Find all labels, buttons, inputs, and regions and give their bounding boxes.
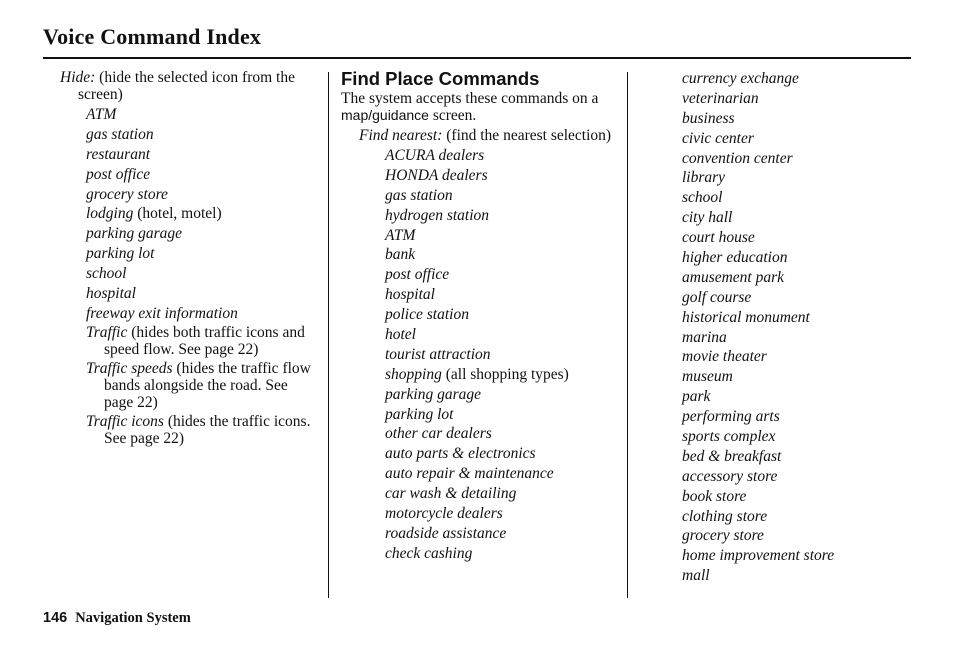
list-item — [86, 224, 318, 244]
command-description: (hides both traffic icons and speed flow. See page 22) — [104, 323, 305, 358]
column-hide-commands — [60, 69, 318, 449]
traffic-command-notes — [60, 324, 318, 447]
list-item — [385, 285, 619, 305]
command-term: hotel — [385, 326, 416, 344]
command-term: check cashing — [385, 544, 473, 562]
list-item — [682, 566, 922, 586]
list-item — [385, 146, 619, 166]
command-term: performing arts — [682, 408, 780, 426]
command-term: parking lot — [385, 405, 454, 423]
command-term: ATM — [86, 106, 117, 123]
command-term: auto repair & maintenance — [385, 465, 554, 483]
command-term: school — [682, 189, 723, 207]
hide-command-term: Hide: — [60, 69, 96, 86]
list-item — [86, 125, 318, 145]
column-find-place-commands — [341, 69, 619, 564]
list-item — [682, 328, 922, 348]
command-note: (all shopping types) — [441, 365, 569, 383]
command-term: parking lot — [86, 245, 155, 263]
command-term: city hall — [682, 209, 733, 227]
command-term: roadside assistance — [385, 524, 507, 542]
footer-section-name: Navigation System — [75, 610, 191, 626]
list-item — [682, 208, 922, 228]
command-term: ATM — [385, 226, 416, 244]
command-term: restaurant — [86, 145, 151, 163]
list-item — [385, 226, 619, 246]
list-item — [682, 288, 922, 308]
traffic-command-entry — [86, 360, 318, 411]
command-term: parking garage — [86, 225, 183, 243]
list-item — [682, 407, 922, 427]
section-heading: Find Place Commands — [341, 68, 540, 89]
command-term: lodging — [86, 205, 134, 223]
title-rule — [43, 57, 911, 59]
list-item — [385, 166, 619, 186]
command-term: motorcycle dealers — [385, 505, 503, 523]
column-find-place-continued — [682, 69, 922, 586]
find-nearest-entry — [359, 127, 619, 144]
command-term: bed & breakfast — [682, 447, 782, 465]
list-item — [385, 186, 619, 206]
command-term: museum — [682, 368, 733, 386]
command-term: mall — [682, 567, 710, 585]
command-term: car wash & detailing — [385, 485, 517, 503]
page-title: Voice Command Index — [43, 24, 262, 49]
list-item — [86, 165, 318, 185]
command-note: (hotel, motel) — [133, 205, 222, 223]
command-term: other car dealers — [385, 425, 492, 443]
intro-text-end: screen. — [428, 107, 477, 124]
command-term: school — [86, 265, 127, 283]
list-item — [682, 487, 922, 507]
command-term: veterinarian — [682, 89, 759, 107]
command-term: sports complex — [682, 428, 776, 446]
traffic-command-entry — [86, 324, 318, 358]
list-item — [86, 204, 318, 224]
command-term: freeway exit information — [86, 304, 238, 322]
command-term: golf course — [682, 288, 752, 306]
list-item — [682, 526, 922, 546]
list-item — [682, 69, 922, 89]
traffic-command-entry — [86, 413, 318, 447]
command-term: Traffic icons — [86, 412, 164, 430]
list-item — [385, 345, 619, 365]
command-term: currency exchange — [682, 70, 799, 87]
list-item — [682, 507, 922, 527]
command-term: book store — [682, 487, 747, 505]
command-term: Traffic speeds — [86, 359, 173, 377]
page-number: 146 — [43, 610, 68, 626]
list-item — [385, 464, 619, 484]
command-term: post office — [385, 266, 450, 284]
list-item — [385, 424, 619, 444]
list-item — [682, 367, 922, 387]
list-item — [385, 206, 619, 226]
list-item — [86, 185, 318, 205]
column-divider — [627, 72, 628, 598]
list-item — [385, 444, 619, 464]
command-term: clothing store — [682, 507, 768, 525]
command-term: gas station — [385, 186, 453, 204]
list-item — [682, 308, 922, 328]
command-term: hydrogen station — [385, 206, 490, 224]
command-description: (hides the traffic icons. See page 22) — [104, 412, 311, 447]
list-item — [682, 387, 922, 407]
list-item — [385, 504, 619, 524]
list-item — [682, 347, 922, 367]
command-term: business — [682, 109, 735, 127]
list-item — [682, 89, 922, 109]
list-item — [385, 365, 619, 385]
list-item — [682, 447, 922, 467]
command-term: grocery store — [682, 527, 764, 545]
intro-text: The system accepts these commands on a — [341, 90, 599, 107]
command-description: (hides the traffic flow bands alongside the road. See page 22) — [104, 359, 311, 411]
command-term: parking garage — [385, 385, 482, 403]
command-term: amusement park — [682, 268, 785, 286]
command-term: accessory store — [682, 467, 778, 485]
intro-screen-name: map/guidance — [341, 107, 429, 123]
list-item — [86, 304, 318, 324]
list-item — [682, 427, 922, 447]
list-item — [682, 546, 922, 566]
section-intro — [341, 90, 619, 124]
command-term: hospital — [385, 286, 435, 304]
command-term: park — [682, 388, 711, 406]
find-nearest-term: Find nearest: — [359, 127, 443, 144]
hide-command-list — [86, 105, 318, 324]
command-term: police station — [385, 306, 469, 324]
command-term: tourist attraction — [385, 345, 491, 363]
command-term: marina — [682, 328, 727, 346]
command-term: Traffic — [86, 323, 128, 341]
command-term: auto parts & electronics — [385, 445, 536, 463]
command-term: bank — [385, 246, 416, 264]
list-item — [682, 109, 922, 129]
list-item — [682, 467, 922, 487]
command-term: movie theater — [682, 348, 767, 366]
list-item — [682, 248, 922, 268]
hide-command-description: (hide the selected icon from the screen) — [78, 69, 295, 103]
column-divider — [328, 72, 329, 598]
command-term: ACURA dealers — [385, 147, 485, 164]
list-item — [385, 484, 619, 504]
command-term: library — [682, 169, 726, 187]
command-term: grocery store — [86, 185, 168, 203]
command-term: hospital — [86, 285, 136, 303]
list-item — [385, 325, 619, 345]
find-nearest-description: (find the nearest selection) — [442, 127, 612, 144]
list-item — [385, 245, 619, 265]
page-footer — [43, 610, 191, 627]
list-item — [682, 228, 922, 248]
find-nearest-list-continued — [682, 69, 922, 586]
list-item — [385, 265, 619, 285]
list-item — [682, 149, 922, 169]
list-item — [385, 305, 619, 325]
command-term: gas station — [86, 125, 154, 143]
list-item — [682, 129, 922, 149]
hide-command-entry — [60, 69, 318, 103]
list-item — [385, 405, 619, 425]
command-term: HONDA dealers — [385, 166, 488, 184]
command-term: civic center — [682, 129, 754, 147]
command-term: convention center — [682, 149, 793, 167]
list-item — [385, 385, 619, 405]
list-item — [682, 168, 922, 188]
command-term: court house — [682, 229, 755, 247]
list-item — [86, 284, 318, 304]
list-item — [385, 544, 619, 564]
command-term: historical monument — [682, 308, 810, 326]
command-term: higher education — [682, 249, 788, 267]
list-item — [682, 188, 922, 208]
command-term: home improvement store — [682, 547, 835, 565]
list-item — [86, 244, 318, 264]
command-term: shopping — [385, 365, 442, 383]
list-item — [385, 524, 619, 544]
command-term: post office — [86, 165, 151, 183]
list-item — [86, 264, 318, 284]
find-nearest-list — [385, 146, 619, 564]
list-item — [86, 105, 318, 125]
list-item — [86, 145, 318, 165]
list-item — [682, 268, 922, 288]
